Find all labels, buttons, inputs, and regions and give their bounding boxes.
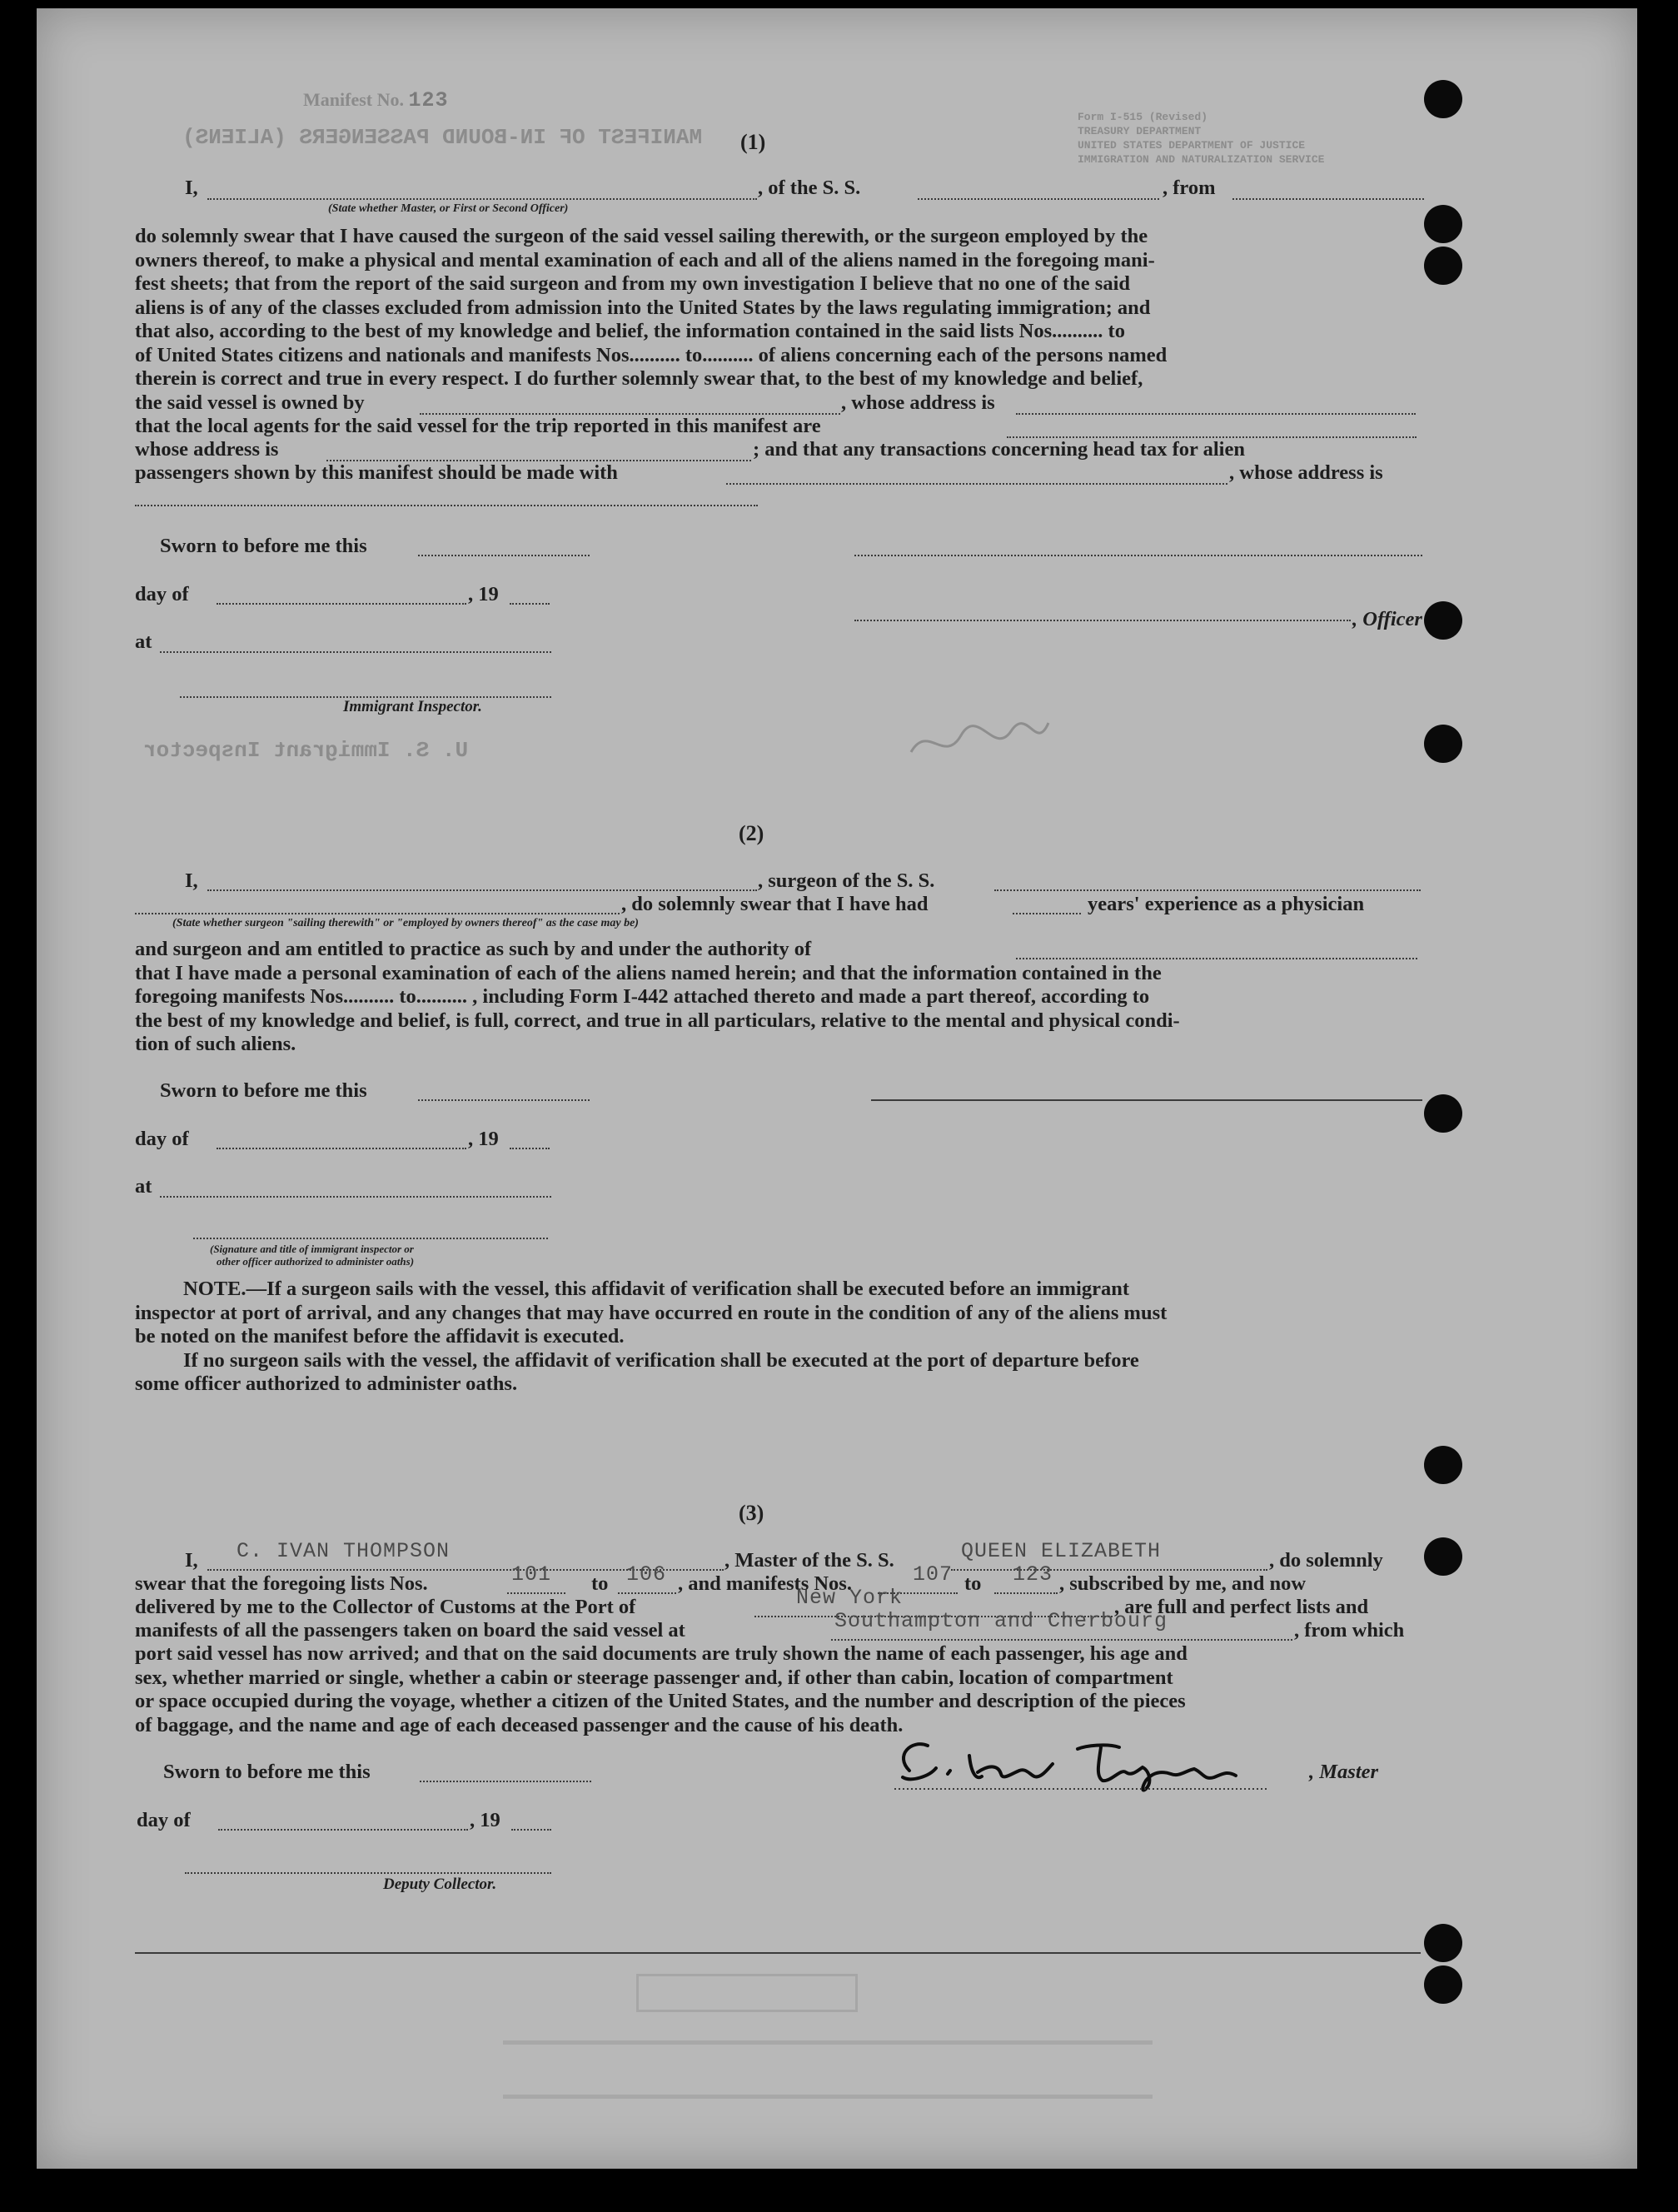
s1-owner-address-label: , whose address is <box>841 391 995 414</box>
s1-owner-address-field[interactable] <box>1016 413 1416 415</box>
faint-form-notice: Form I-515 (Revised) TREASURY DEPARTMENT UNITED STATES DEPARTMENT OF JUSTICE IMMIGRATION AND NATURALIZATION SERVICE <box>1078 111 1325 166</box>
s3-do-solemnly-label: , do solemnly <box>1269 1549 1383 1572</box>
s1-local-agents-label: that the local agents for the said vessel for the trip reported in this manifest are <box>135 415 821 437</box>
s2-day-field[interactable] <box>217 1148 466 1149</box>
s1-i-label: I, <box>185 177 198 199</box>
s1-caption: (State whether Master, or First or Second Officer) <box>328 202 569 215</box>
s3-year-field[interactable] <box>511 1829 551 1831</box>
s1-head-tax-address-field[interactable] <box>135 505 758 506</box>
s3-master-of-label: , Master of the S. S. <box>724 1549 894 1572</box>
section-2-heading: (2) <box>739 821 764 845</box>
s3-to-label-2: to <box>964 1572 982 1595</box>
s3-from-which-label: , from which <box>1294 1619 1405 1642</box>
s2-surgeon-of-label: , surgeon of the S. S. <box>758 869 935 892</box>
s2-year-label: , 19 <box>468 1128 499 1150</box>
section-3-heading: (3) <box>739 1501 764 1525</box>
s1-day-field[interactable] <box>217 603 466 605</box>
s3-year-label: , 19 <box>470 1809 500 1831</box>
s3-deputy-collector-field[interactable] <box>185 1872 551 1874</box>
punch-hole <box>1424 725 1462 763</box>
bottom-rule <box>135 1952 1421 1954</box>
s3-sworn-field[interactable] <box>420 1781 591 1782</box>
punch-hole <box>1424 1446 1462 1484</box>
punch-hole <box>1424 80 1462 118</box>
s2-at-label: at <box>135 1175 152 1198</box>
punch-hole <box>1424 247 1462 285</box>
s2-surgeon-status-field[interactable] <box>135 913 620 914</box>
s3-oath-paragraph: port said vessel has now arrived; and that on the said documents are truly shown the name of each passenger, his age and sex, whether married or single, whether a cabin or steerage passenger and, if other than cabin, location of compartment or space occupied during the voyage, whether a citizen of the United States, and the number and description of the pieces of baggage, and the name and age of each deceased passenger and the cause of his death. <box>135 1642 1188 1736</box>
s2-day-of-label: day of <box>135 1128 189 1150</box>
s3-master-name[interactable]: C. IVAN THOMPSON <box>237 1539 451 1563</box>
s1-from-label: , from <box>1163 177 1216 199</box>
s3-swear-lists-label: swear that the foregoing lists Nos. <box>135 1572 428 1595</box>
s1-head-tax-agent-field[interactable] <box>726 483 1227 485</box>
s1-passengers-shown-label: passengers shown by this manifest should be made with <box>135 461 618 484</box>
s1-agent-address-label: whose address is <box>135 438 279 461</box>
punch-hole <box>1424 1924 1462 1962</box>
s1-officer-signature-field[interactable] <box>854 555 1422 556</box>
s3-list-from[interactable]: 101 <box>511 1562 552 1587</box>
s3-delivered-label: delivered by me to the Collector of Customs at the Port of <box>135 1596 636 1618</box>
s3-list-to[interactable]: 106 <box>626 1562 667 1587</box>
s3-day-of-label: day of <box>137 1809 191 1831</box>
manifest-affidavit-page <box>37 8 1637 2169</box>
s1-sworn-field[interactable] <box>418 555 590 556</box>
faint-form-title: MANIFEST OF IN-BOUND PASSENGERS (ALIENS) <box>182 125 703 150</box>
s2-note: NOTE.—If a surgeon sails with the vessel, this affidavit of verification shall be executed before an immigrant inspector at port of arrival, and any changes that may have occurred en route in the condition of any of the aliens must be noted on the manifest before the affidavit is executed. If no surgeon sails with the vessel, the affidavit of verification shall be executed at the port of departure before some officer authorized to administer oaths. <box>135 1278 1168 1395</box>
s3-manifests-all-label: manifests of all the passengers taken on board the said vessel at <box>135 1619 685 1642</box>
s1-vessel-field[interactable] <box>918 198 1159 200</box>
s1-head-tax-label: ; and that any transactions concerning head tax for alien <box>753 438 1245 461</box>
s3-embark-ports[interactable]: Southampton and Cherbourg <box>834 1609 1168 1633</box>
faint-stamp-box <box>636 1974 858 2012</box>
s3-subscribed-label: , subscribed by me, and now <box>1059 1572 1307 1595</box>
s3-deputy-collector-label: Deputy Collector. <box>383 1876 497 1893</box>
s3-ship-line <box>951 1569 1267 1571</box>
s3-manifest-from[interactable]: 107 <box>913 1562 954 1587</box>
punch-hole <box>1424 1537 1462 1576</box>
s3-day-field[interactable] <box>218 1829 468 1831</box>
master-signature <box>878 1731 1277 1797</box>
faint-bottom-band <box>503 2040 1153 2099</box>
s1-year-label: , 19 <box>468 583 499 605</box>
punch-hole <box>1424 1094 1462 1133</box>
s2-i-label: I, <box>185 869 198 892</box>
s1-officer-name-field[interactable] <box>207 198 757 200</box>
s2-vessel-field[interactable] <box>994 889 1421 891</box>
s3-and-manifests-label: , and manifests Nos. <box>678 1572 852 1595</box>
s3-master-label: , Master <box>1309 1761 1379 1783</box>
s3-port[interactable]: New York <box>796 1586 904 1610</box>
s3-manifest-to[interactable]: 123 <box>1013 1562 1053 1587</box>
s2-signature-caption: (Signature and title of immigrant inspector or other officer authorized to administer oaths) <box>210 1243 415 1268</box>
s2-years-field[interactable] <box>1013 913 1081 914</box>
s1-day-of-label: day of <box>135 583 189 605</box>
s3-to-label: to <box>591 1572 609 1595</box>
s2-at-field[interactable] <box>160 1196 551 1198</box>
punch-hole <box>1424 205 1462 243</box>
s1-at-field[interactable] <box>160 651 551 653</box>
manifest-no: Manifest No. 123 <box>303 88 449 112</box>
s2-surgeon-signature-field[interactable] <box>871 1099 1422 1101</box>
s1-sworn-label: Sworn to before me this <box>160 535 367 557</box>
s2-inspector-signature-field[interactable] <box>193 1238 548 1239</box>
section-1-heading: (1) <box>740 130 766 154</box>
s3-manifest-to-line <box>994 1592 1058 1594</box>
faint-inspector-stamp: U. S. Immigrant Inspector <box>143 738 469 763</box>
s1-officer-title-field[interactable] <box>854 620 1351 621</box>
s3-list-to-line <box>618 1592 676 1594</box>
s2-solemnly-swear-label: , do solemnly swear that I have had <box>621 893 929 915</box>
punch-hole <box>1424 601 1462 640</box>
s2-authority-field[interactable] <box>1016 958 1417 959</box>
s1-oath-paragraph: do solemnly swear that I have caused the surgeon of the said vessel sailing therewith, or the surgeon employed by the owners thereof, to make a physical and mental examination of each and all of the aliens named in the foregoing mani- fest sheets; that from the report of the said surgeon and from my own investigation I believe that no one of the said aliens is of any of the classes excluded from admission into the United States by the laws regulating immigration; and that also, according to the best of my knowledge and belief, the information contained in the said lists Nos.......... to of United States citizens and nationals and manifests Nos.......... to.......... of aliens concerning each of the persons named therein is correct and true in every respect. I do further solemnly swear that, to the best of my knowledge and belief, <box>135 225 1168 390</box>
punch-hole <box>1424 1965 1462 2004</box>
s3-ship-name[interactable]: QUEEN ELIZABETH <box>961 1539 1162 1563</box>
s2-year-field[interactable] <box>510 1148 550 1149</box>
s1-whose-address-label: , whose address is <box>1229 461 1383 484</box>
s1-from-field[interactable] <box>1232 198 1424 200</box>
s1-officer-label: , Officer <box>1352 608 1422 630</box>
s1-at-label: at <box>135 630 152 653</box>
s3-full-perfect-label: , are full and perfect lists and <box>1114 1596 1369 1618</box>
s2-years-experience-label: years' experience as a physician <box>1088 893 1365 915</box>
s2-sworn-label: Sworn to before me this <box>160 1079 367 1102</box>
s2-surgeon-name-field[interactable] <box>207 889 757 891</box>
s1-year-field[interactable] <box>510 603 550 605</box>
s2-oath-paragraph: and surgeon and am entitled to practice as such by and under the authority of that I have made a personal examination of each of the aliens named herein; and that the information contained in the foregoing manifests Nos.......... to.......... , including Form I-442 attached thereto and made a part thereof, according to the best of my knowledge and belief, is full, correct, and true in all particulars, relative to the mental and physical condi- tion of such aliens. <box>135 938 1180 1055</box>
s3-embark-line <box>831 1639 1292 1641</box>
s1-owned-by-label: the said vessel is owned by <box>135 391 365 414</box>
s2-caption: (State whether surgeon "sailing therewith" or "employed by owners thereof" as the case may be) <box>172 917 639 929</box>
s3-list-from-line <box>507 1592 565 1594</box>
s3-sworn-label: Sworn to before me this <box>163 1761 371 1783</box>
faint-bleed-signature <box>903 706 1053 773</box>
s1-of-ss-label: , of the S. S. <box>758 177 861 199</box>
s2-sworn-field[interactable] <box>418 1099 590 1101</box>
s1-immigrant-inspector-label: Immigrant Inspector. <box>343 698 482 715</box>
s3-i-label: I, <box>185 1549 198 1572</box>
